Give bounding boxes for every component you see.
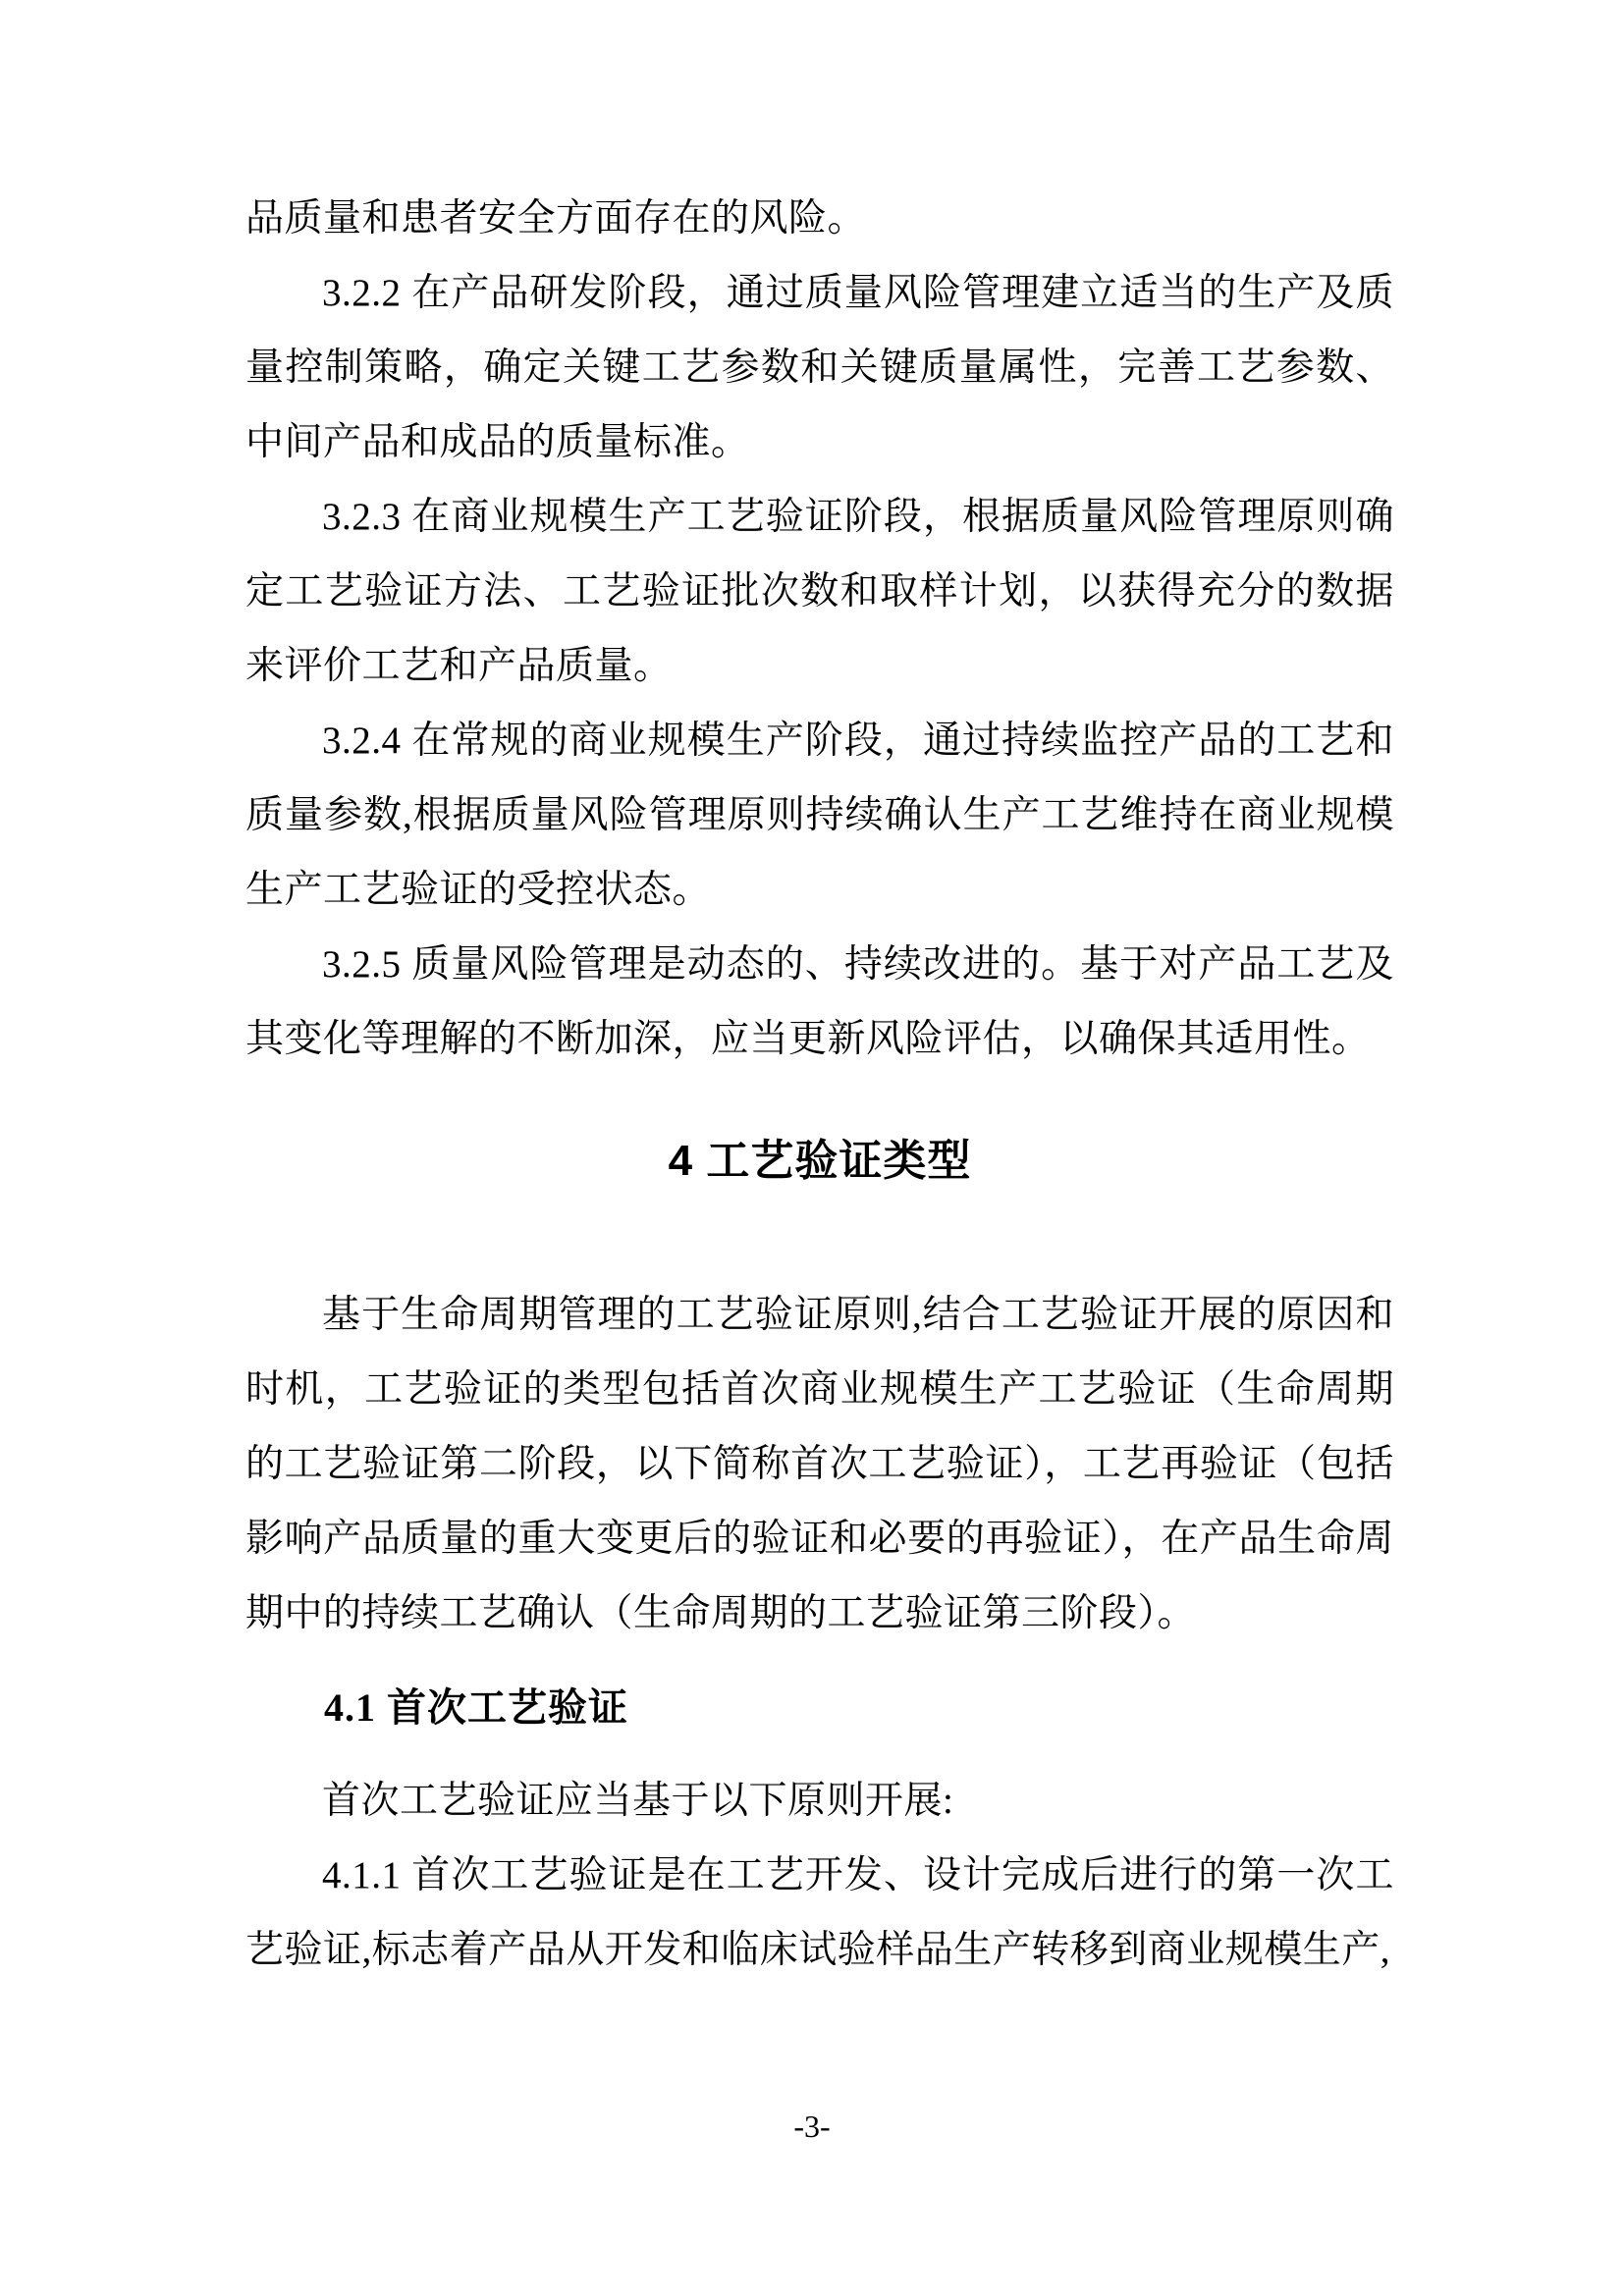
paragraph-continuation: 品质量和患者安全方面存在的风险。 <box>245 197 867 240</box>
paragraph-3-2-3: 3.2.3 在商业规模生产工艺验证阶段，根据质量风险管理原则确定工艺验证方法、工艺验证批次数和取样计划，以获得充分的数据来评价工艺和产品质量。 <box>245 496 1394 687</box>
paragraph-3-2-2: 3.2.2 在产品研发阶段，通过质量风险管理建立适当的生产及质量控制策略，确定关键工艺参数和关键质量属性，完善工艺参数、中间产品和成品的质量标准。 <box>245 272 1394 463</box>
paragraph-3-2-5: 3.2.5 质量风险管理是动态的、持续改进的。基于对产品工艺及其变化等理解的不断加深，应当更新风险评估，以确保其适用性。 <box>245 943 1394 1060</box>
section-heading-4-1: 4.1 首次工艺验证 <box>324 1685 628 1730</box>
page-number: -3- <box>793 2109 831 2144</box>
paragraph-3-2-4: 3.2.4 在常规的商业规模生产阶段，通过持续监控产品的工艺和质量参数,根据质量风险管理原则持续确认生产工艺维持在商业规模生产工艺验证的受控状态。 <box>245 720 1394 911</box>
paragraph-4-intro: 基于生命周期管理的工艺验证原则,结合工艺验证开展的原因和时机，工艺验证的类型包括首次商业规模生产工艺验证（生命周期的工艺验证第二阶段，以下简称首次工艺验证），工艺再验证（包括影响产品质量的重大变更后的验证和必要的再验证），在产品生命周期中的持续工艺确认（生命周期的工艺验证第三阶段）。 <box>245 1294 1394 1634</box>
paragraph-4-1-1: 4.1.1 首次工艺验证是在工艺开发、设计完成后进行的第一次工艺验证,标志着产品从开发和临床试验样品生产转移到商业规模生产, <box>245 1854 1394 1971</box>
document-body <box>245 182 1394 1988</box>
section-heading-4: 4 工艺验证类型 <box>668 1137 972 1185</box>
paragraph-4-1-lead: 首次工艺验证应当基于以下原则开展: <box>322 1780 954 1822</box>
